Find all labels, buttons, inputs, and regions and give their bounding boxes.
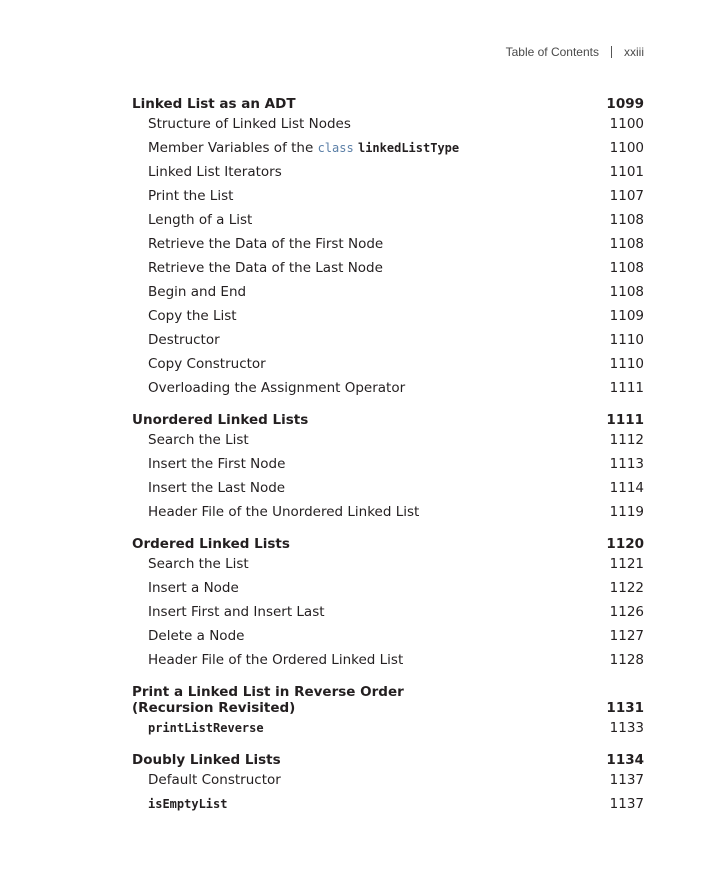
toc-entry[interactable]: [132, 376, 644, 400]
running-head-divider: [611, 46, 612, 58]
toc-entry-page: 1108: [609, 284, 644, 300]
toc-entry-page: 1122: [609, 580, 644, 596]
toc-entry[interactable]: [132, 328, 644, 352]
toc-entry[interactable]: [132, 768, 644, 792]
running-head-page-number: xxiii: [624, 45, 644, 59]
toc-entry-title: Header File of the Unordered Linked List: [148, 504, 420, 520]
toc-heading-page: 1099: [606, 96, 644, 112]
toc-entry-title: Insert the Last Node: [148, 480, 286, 496]
toc-section-doubly-linked-lists: [132, 748, 644, 816]
toc-section-ordered-linked-lists: [132, 532, 644, 672]
toc-heading[interactable]: [132, 408, 644, 428]
toc-entry-page: 1110: [609, 356, 644, 372]
toc-entry-page: 1110: [609, 332, 644, 348]
toc-entry[interactable]: [132, 304, 644, 328]
toc-heading-title: Linked List as an ADT: [132, 96, 296, 112]
toc-entry-title: [148, 140, 584, 156]
toc-entry[interactable]: [132, 576, 644, 600]
toc-entry-title: Header File of the Ordered Linked List: [148, 652, 404, 668]
toc-entry-page: 1137: [609, 796, 644, 812]
toc-heading[interactable]: [132, 92, 644, 112]
toc-entry[interactable]: [132, 452, 644, 476]
toc-entry-title: printListReverse: [148, 721, 264, 735]
toc-entry-title: Structure of Linked List Nodes: [148, 116, 351, 132]
toc-entry-page: 1109: [609, 308, 644, 324]
toc-heading-page: 1131: [606, 700, 644, 716]
toc-entry-title: Copy the List: [148, 308, 237, 324]
toc-entry-title: Destructor: [148, 332, 220, 348]
toc-entry[interactable]: [132, 476, 644, 500]
toc-entry[interactable]: [132, 624, 644, 648]
toc-entry-page: 1114: [609, 480, 644, 496]
toc-heading-title: Unordered Linked Lists: [132, 412, 309, 428]
toc-entry-title: Insert the First Node: [148, 456, 286, 472]
running-head-label: Table of Contents: [505, 45, 599, 59]
toc-entry-title: Search the List: [148, 556, 249, 572]
toc-entry-title-prefix: Member Variables of the: [148, 140, 314, 156]
toc-entry[interactable]: [132, 648, 644, 672]
toc-entry[interactable]: [132, 256, 644, 280]
toc-entry-page: 1100: [609, 116, 644, 132]
toc-entry-page: 1128: [609, 652, 644, 668]
toc-entry-title: Overloading the Assignment Operator: [148, 380, 406, 396]
toc-section-print-reverse: [132, 680, 644, 740]
toc-entry-title: Delete a Node: [148, 628, 245, 644]
toc-entry-title: Linked List Iterators: [148, 164, 282, 180]
toc-entry-page: 1112: [609, 432, 644, 448]
toc-entry[interactable]: [132, 280, 644, 304]
toc-entry[interactable]: [132, 232, 644, 256]
toc-entry-page: 1137: [609, 772, 644, 788]
toc-entry-title: Print the List: [148, 188, 234, 204]
toc-entry[interactable]: [132, 600, 644, 624]
toc-entry-title: Retrieve the Data of the Last Node: [148, 260, 383, 276]
toc-entry[interactable]: [132, 160, 644, 184]
toc-entry-title: Length of a List: [148, 212, 253, 228]
toc-heading[interactable]: [132, 532, 644, 552]
toc-entry-page: 1107: [609, 188, 644, 204]
toc-entry-title: isEmptyList: [148, 797, 228, 811]
toc-entry[interactable]: [132, 352, 644, 376]
toc-section-unordered-linked-lists: [132, 408, 644, 524]
toc-entry-page: 1108: [609, 212, 644, 228]
toc-entry-title: Insert a Node: [148, 580, 239, 596]
toc-heading-page: 1111: [606, 412, 644, 428]
toc-entry-title: Search the List: [148, 432, 249, 448]
toc-entry[interactable]: [132, 552, 644, 576]
toc-entry-page: 1101: [609, 164, 644, 180]
toc-entry-page: 1133: [609, 720, 644, 736]
toc-heading-page: 1134: [606, 752, 644, 768]
toc-entry[interactable]: [132, 428, 644, 452]
toc-heading-title-line1: Print a Linked List in Reverse Order: [132, 684, 404, 700]
toc-entry-title-keyword: class: [317, 141, 354, 155]
toc-entry-page: 1113: [609, 456, 644, 472]
toc-entry-page: 1108: [609, 260, 644, 276]
toc-entry-title: Default Constructor: [148, 772, 281, 788]
toc-entry[interactable]: [132, 500, 644, 524]
toc-entry[interactable]: [132, 136, 644, 160]
table-of-contents: [132, 92, 644, 824]
toc-entry-title-code: linkedListType: [357, 141, 460, 155]
toc-entry-title: Insert First and Insert Last: [148, 604, 325, 620]
toc-entry-title: Copy Constructor: [148, 356, 266, 372]
toc-entry-page: 1126: [609, 604, 644, 620]
toc-entry-page: 1121: [609, 556, 644, 572]
toc-entry-title: Retrieve the Data of the First Node: [148, 236, 384, 252]
toc-entry[interactable]: [132, 184, 644, 208]
toc-heading[interactable]: [132, 748, 644, 768]
toc-entry-page: 1127: [609, 628, 644, 644]
toc-entry[interactable]: [132, 112, 644, 136]
toc-entry-title: Begin and End: [148, 284, 247, 300]
toc-section-linked-list-adt: [132, 92, 644, 400]
toc-entry-page: 1119: [609, 504, 644, 520]
running-head: [506, 45, 644, 59]
toc-entry-page: 1108: [609, 236, 644, 252]
toc-entry-page: 1100: [609, 140, 644, 156]
toc-heading-title-line2: (Recursion Revisited): [132, 700, 296, 716]
toc-heading-title: [132, 684, 584, 716]
toc-heading-title: Ordered Linked Lists: [132, 536, 290, 552]
toc-heading-page: 1120: [606, 536, 644, 552]
toc-heading-title: Doubly Linked Lists: [132, 752, 281, 768]
toc-entry[interactable]: [132, 716, 644, 740]
toc-heading[interactable]: [132, 680, 644, 716]
toc-entry-page: 1111: [609, 380, 644, 396]
toc-entry[interactable]: [132, 208, 644, 232]
toc-entry[interactable]: [132, 792, 644, 816]
